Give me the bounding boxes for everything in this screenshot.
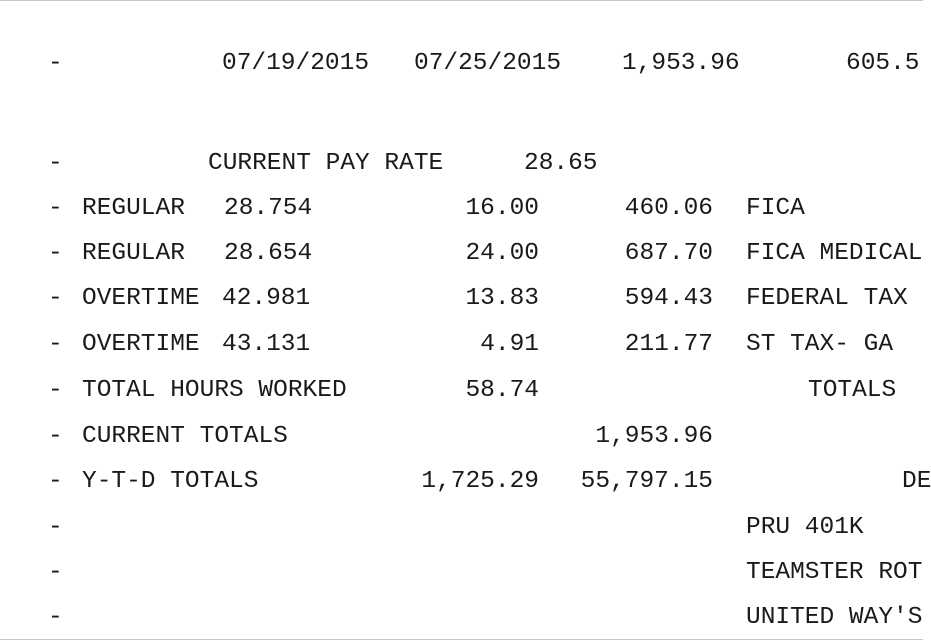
earning-rate: 43.131 <box>222 331 311 358</box>
current-pay-rate-label: CURRENT PAY RATE <box>208 150 444 177</box>
deduction-label: ST TAX- GA <box>746 331 894 358</box>
ytd-totals-label: Y-T-D TOTALS <box>82 468 259 495</box>
row-dash: - <box>48 150 63 177</box>
row-dash: - <box>48 331 63 358</box>
ytd-amount: 55,797.15 <box>580 468 713 495</box>
earning-hours: 16.00 <box>465 195 539 222</box>
row-dash: - <box>48 285 63 312</box>
deduction-label: PRU 401K <box>746 514 864 541</box>
earning-type: OVERTIME <box>82 285 200 312</box>
row-dash: - <box>48 377 63 404</box>
earning-amount: 211.77 <box>624 331 713 358</box>
deduction-label: UNITED WAY'S <box>746 604 923 631</box>
earning-amount: 594.43 <box>624 285 713 312</box>
net-pay-partial: 605.5 <box>846 50 920 77</box>
row-dash: - <box>48 559 63 586</box>
deduction-label: TEAMSTER ROT <box>746 559 923 586</box>
total-hours-value: 58.74 <box>465 377 539 404</box>
row-dash: - <box>48 50 63 77</box>
row-dash: - <box>48 514 63 541</box>
deduction-label: FICA <box>746 195 805 222</box>
earning-amount: 687.70 <box>624 240 713 267</box>
earning-hours: 24.00 <box>465 240 539 267</box>
deduction-label: FEDERAL TAX <box>746 285 908 312</box>
total-hours-label: TOTAL HOURS WORKED <box>82 377 347 404</box>
row-dash: - <box>48 604 63 631</box>
deduction-label: FICA MEDICAL <box>746 240 923 267</box>
earning-type: REGULAR <box>82 195 185 222</box>
deduction-totals-header: TOTALS <box>808 377 897 404</box>
earning-rate: 42.981 <box>222 285 311 312</box>
current-pay-rate-value: 28.65 <box>524 150 598 177</box>
gross-pay: 1,953.96 <box>622 50 740 77</box>
period-start-date: 07/19/2015 <box>222 50 370 77</box>
row-dash: - <box>48 423 63 450</box>
current-totals-label: CURRENT TOTALS <box>82 423 288 450</box>
earning-hours: 13.83 <box>465 285 539 312</box>
deductions-header-partial: DE <box>902 468 931 495</box>
ytd-hours: 1,725.29 <box>421 468 539 495</box>
earning-type: OVERTIME <box>82 331 200 358</box>
row-dash: - <box>48 468 63 495</box>
row-dash: - <box>48 240 63 267</box>
row-dash: - <box>48 195 63 222</box>
earning-amount: 460.06 <box>624 195 713 222</box>
earning-hours: 4.91 <box>480 331 539 358</box>
period-end-date: 07/25/2015 <box>414 50 562 77</box>
earning-type: REGULAR <box>82 240 185 267</box>
earning-rate: 28.654 <box>224 240 313 267</box>
current-totals-amount: 1,953.96 <box>595 423 713 450</box>
earning-rate: 28.754 <box>224 195 313 222</box>
